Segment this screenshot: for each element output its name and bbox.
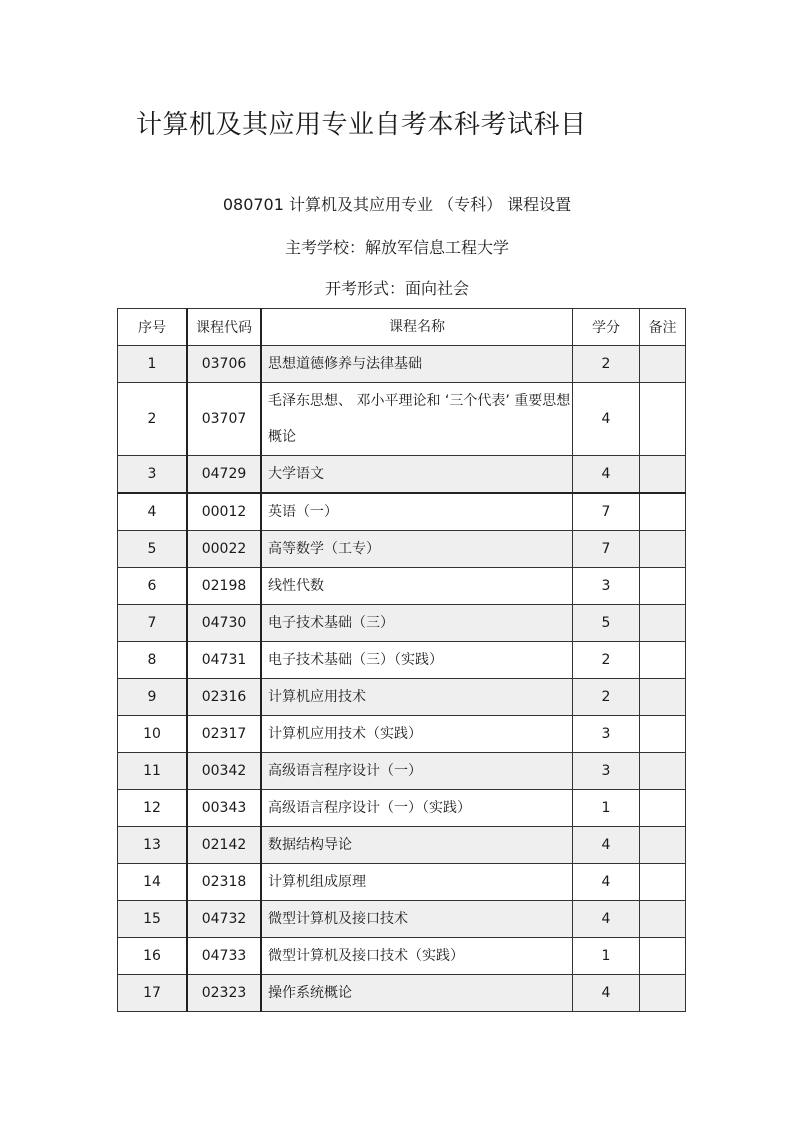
exam-form: 开考形式：面向社会 [324, 279, 469, 298]
course-table [117, 308, 686, 1012]
cell-credit: 4 [573, 864, 640, 901]
table-row [118, 346, 686, 383]
cell-note [640, 531, 686, 568]
cell-name: 高级语言程序设计（一） [261, 753, 573, 790]
cell-no: 7 [118, 605, 188, 642]
cell-name: 微型计算机及接口技术 [261, 901, 573, 938]
table-row [118, 716, 686, 753]
cell-name: 高等数学（工专） [261, 531, 573, 568]
cell-no: 11 [118, 753, 188, 790]
cell-name: 计算机应用技术（实践） [261, 716, 573, 753]
cell-no: 1 [118, 346, 188, 383]
cell-no: 15 [118, 901, 188, 938]
table-row [118, 456, 686, 494]
cell-code: 04730 [187, 605, 261, 642]
cell-no: 4 [118, 493, 188, 531]
table-row [118, 642, 686, 679]
cell-note [640, 827, 686, 864]
cell-credit: 7 [573, 493, 640, 531]
table-row [118, 493, 686, 531]
cell-credit: 4 [573, 901, 640, 938]
cell-code: 00343 [187, 790, 261, 827]
cell-code: 04731 [187, 642, 261, 679]
cell-name: 操作系统概论 [261, 975, 573, 1012]
cell-name: 电子技术基础（三）（实践） [261, 642, 573, 679]
cell-no: 2 [118, 383, 188, 456]
cell-no: 12 [118, 790, 188, 827]
cell-note [640, 716, 686, 753]
table-row [118, 864, 686, 901]
cell-note [640, 975, 686, 1012]
cell-code: 04733 [187, 938, 261, 975]
cell-credit: 2 [573, 346, 640, 383]
cell-code: 00012 [187, 493, 261, 531]
cell-note [640, 493, 686, 531]
header-credit: 学分 [573, 309, 640, 346]
header-note: 备注 [640, 309, 686, 346]
cell-code: 02318 [187, 864, 261, 901]
cell-code: 04729 [187, 456, 261, 494]
cell-no: 9 [118, 679, 188, 716]
cell-credit: 4 [573, 383, 640, 456]
cell-code: 00342 [187, 753, 261, 790]
cell-name: 数据结构导论 [261, 827, 573, 864]
cell-note [640, 346, 686, 383]
cell-code: 02323 [187, 975, 261, 1012]
cell-code: 02317 [187, 716, 261, 753]
cell-name: 电子技术基础（三） [261, 605, 573, 642]
cell-note [640, 605, 686, 642]
cell-credit: 7 [573, 531, 640, 568]
cell-no: 10 [118, 716, 188, 753]
cell-code: 02198 [187, 568, 261, 605]
cell-code: 04732 [187, 901, 261, 938]
table-row [118, 753, 686, 790]
cell-note [640, 679, 686, 716]
table-row [118, 531, 686, 568]
cell-no: 8 [118, 642, 188, 679]
cell-name: 英语（一） [261, 493, 573, 531]
table-row [118, 383, 686, 456]
cell-credit: 5 [573, 605, 640, 642]
cell-note [640, 642, 686, 679]
header-name: 课程名称 [261, 309, 573, 346]
cell-name: 大学语文 [261, 456, 573, 494]
cell-credit: 3 [573, 716, 640, 753]
cell-code: 03707 [187, 383, 261, 456]
header-no: 序号 [118, 309, 188, 346]
cell-no: 17 [118, 975, 188, 1012]
table-row [118, 975, 686, 1012]
cell-credit: 3 [573, 568, 640, 605]
cell-no: 13 [118, 827, 188, 864]
cell-note [640, 753, 686, 790]
cell-name: 计算机组成原理 [261, 864, 573, 901]
document-title: 计算机及其应用专业自考本科考试科目 [136, 110, 587, 140]
header-code: 课程代码 [187, 309, 261, 346]
cell-credit: 2 [573, 642, 640, 679]
cell-credit: 3 [573, 753, 640, 790]
table-row [118, 827, 686, 864]
cell-note [640, 938, 686, 975]
cell-credit: 2 [573, 679, 640, 716]
cell-no: 14 [118, 864, 188, 901]
cell-code: 02142 [187, 827, 261, 864]
program-subtitle: 080701 计算机及其应用专业 （专科） 课程设置 [222, 195, 572, 214]
table-row [118, 679, 686, 716]
cell-note [640, 568, 686, 605]
cell-no: 3 [118, 456, 188, 494]
cell-code: 03706 [187, 346, 261, 383]
cell-name: 线性代数 [261, 568, 573, 605]
cell-no: 16 [118, 938, 188, 975]
cell-note [640, 864, 686, 901]
cell-no: 6 [118, 568, 188, 605]
table-header-row [118, 309, 686, 346]
cell-no: 5 [118, 531, 188, 568]
cell-credit: 4 [573, 827, 640, 864]
cell-name: 微型计算机及接口技术（实践） [261, 938, 573, 975]
table-row [118, 790, 686, 827]
cell-name: 思想道德修养与法律基础 [261, 346, 573, 383]
cell-credit: 4 [573, 456, 640, 494]
cell-name: 高级语言程序设计（一）（实践） [261, 790, 573, 827]
cell-name: 计算机应用技术 [261, 679, 573, 716]
cell-note [640, 383, 686, 456]
cell-name: 毛泽东思想、 邓小平理论和 ‘三个代表’ 重要思想概论 [261, 383, 573, 456]
cell-credit: 1 [573, 938, 640, 975]
cell-credit: 4 [573, 975, 640, 1012]
cell-code: 00022 [187, 531, 261, 568]
table-row [118, 938, 686, 975]
cell-credit: 1 [573, 790, 640, 827]
table-row [118, 568, 686, 605]
cell-code: 02316 [187, 679, 261, 716]
cell-note [640, 901, 686, 938]
table-row [118, 901, 686, 938]
cell-note [640, 456, 686, 494]
cell-note [640, 790, 686, 827]
host-school: 主考学校：解放军信息工程大学 [284, 238, 509, 257]
table-row [118, 605, 686, 642]
